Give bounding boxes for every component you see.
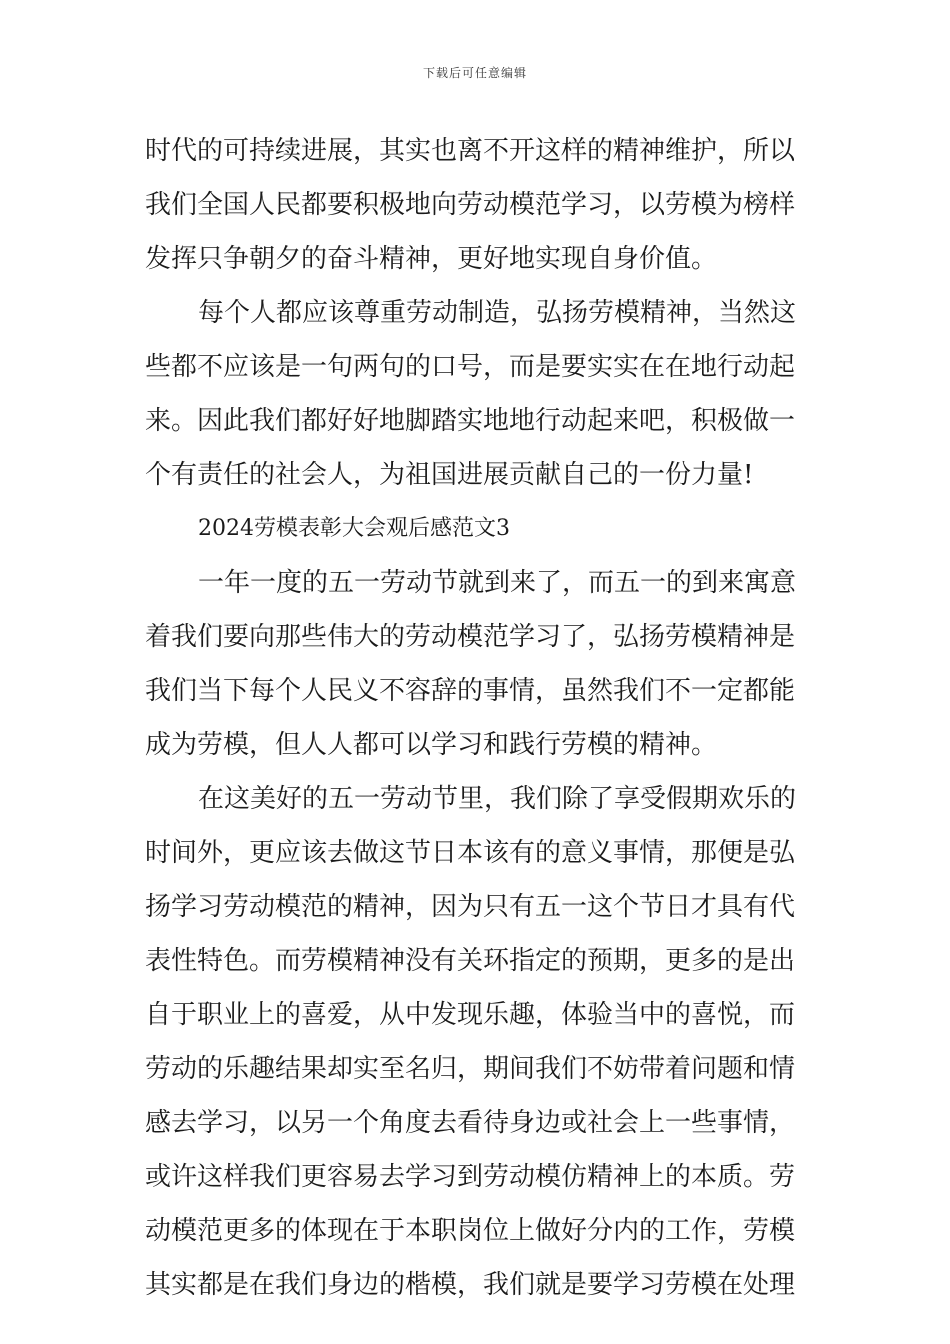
text-line: 其实都是在我们身边的楷模，我们就是要学习劳模在处理 — [145, 1270, 796, 1300]
text-line: 些都不应该是一句两句的口号，而是要实实在在地行动起 — [145, 352, 796, 382]
document-body — [145, 124, 810, 1312]
text-line: 着我们要向那些伟大的劳动模范学习了，弘扬劳模精神是 — [145, 622, 796, 652]
text-line: 动模范更多的体现在于本职岗位上做好分内的工作，劳模 — [145, 1216, 796, 1246]
text-line: 或许这样我们更容易去学习到劳动模仿精神上的本质。劳 — [145, 1162, 796, 1192]
paragraph-start-line: 在这美好的五一劳动节里，我们除了享受假期欢乐的 — [198, 784, 797, 814]
text-line: 我们当下每个人民义不容辞的事情，虽然我们不一定都能 — [145, 676, 796, 706]
text-line: 个有责任的社会人，为祖国进展贡献自己的一份力量! — [145, 460, 754, 490]
text-line: 自于职业上的喜爱，从中发现乐趣，体验当中的喜悦，而 — [145, 1000, 796, 1030]
section-heading: 2024劳模表彰大会观后感范文3 — [198, 516, 510, 541]
text-line: 劳动的乐趣结果却实至名归，期间我们不妨带着问题和情 — [145, 1054, 796, 1084]
text-line: 表性特色。而劳模精神没有关环指定的预期，更多的是出 — [145, 946, 796, 976]
text-line: 成为劳模，但人人都可以学习和践行劳模的精神。 — [145, 730, 718, 760]
text-line: 我们全国人民都要积极地向劳动模范学习，以劳模为榜样 — [145, 190, 796, 220]
paragraph-start-line: 一年一度的五一劳动节就到来了，而五一的到来寓意 — [198, 568, 797, 598]
text-line: 发挥只争朝夕的奋斗精神，更好地实现自身价值。 — [145, 244, 718, 274]
text-line: 时间外，更应该去做这节日本该有的意义事情，那便是弘 — [145, 838, 796, 868]
text-line: 来。因此我们都好好地脚踏实地地行动起来吧，积极做一 — [145, 406, 796, 436]
paragraph-start-line: 每个人都应该尊重劳动制造，弘扬劳模精神，当然这 — [198, 298, 797, 328]
text-line: 扬学习劳动模范的精神，因为只有五一这个节日才具有代 — [145, 892, 796, 922]
page-header: 下载后可任意编辑 — [422, 66, 527, 80]
text-line: 时代的可持续进展，其实也离不开这样的精神维护，所以 — [145, 136, 796, 166]
text-line: 感去学习，以另一个角度去看待身边或社会上一些事情， — [145, 1108, 796, 1138]
